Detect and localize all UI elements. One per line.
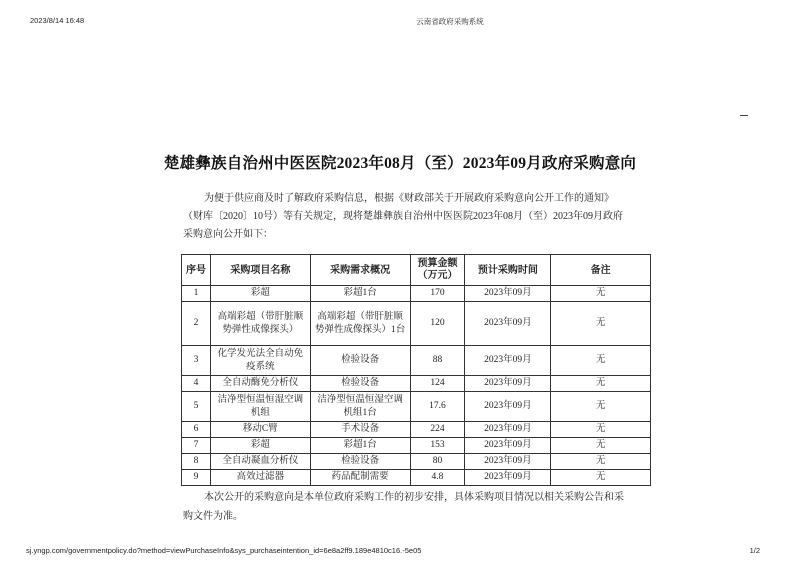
cell-name: 全自动酶免分析仪 bbox=[210, 376, 310, 392]
table-row bbox=[182, 454, 651, 470]
cell-name: 高效过滤器 bbox=[210, 470, 310, 486]
table-row bbox=[182, 422, 651, 438]
cell-desc: 高端彩超（带肝脏顺势弹性成像探头）1台 bbox=[310, 302, 410, 346]
cell-desc: 检验设备 bbox=[310, 376, 410, 392]
cell-time: 2023年09月 bbox=[465, 376, 551, 392]
cell-note: 无 bbox=[551, 392, 651, 422]
cell-time: 2023年09月 bbox=[465, 302, 551, 346]
procurement-table bbox=[181, 254, 651, 486]
header-name: 采购项目名称 bbox=[210, 255, 310, 286]
header-no: 序号 bbox=[182, 255, 211, 286]
cell-time: 2023年09月 bbox=[465, 470, 551, 486]
cell-time: 2023年09月 bbox=[465, 454, 551, 470]
print-timestamp: 2023/8/14 16:48 bbox=[30, 16, 85, 25]
cell-no: 3 bbox=[182, 346, 211, 376]
table-row bbox=[182, 376, 651, 392]
cell-name: 化学发光法全自动免疫系统 bbox=[210, 346, 310, 376]
cell-desc: 洁净型恒温恒湿空调机组1台 bbox=[310, 392, 410, 422]
scan-mark bbox=[740, 115, 748, 116]
table-row bbox=[182, 392, 651, 422]
cell-no: 2 bbox=[182, 302, 211, 346]
closing-paragraph: 本次公开的采购意向是本单位政府采购工作的初步安排，具体采购项目情况以相关采购公告和采购文件为准。 bbox=[183, 492, 624, 522]
header-budget-line1: 预算金额 bbox=[417, 258, 458, 269]
header-desc: 采购需求概况 bbox=[310, 255, 410, 286]
table-row bbox=[182, 346, 651, 376]
cell-desc: 彩超1台 bbox=[310, 438, 410, 454]
cell-budget: 80 bbox=[410, 454, 465, 470]
table-row bbox=[182, 286, 651, 302]
cell-desc: 药品配制需要 bbox=[310, 470, 410, 486]
cell-budget: 88 bbox=[410, 346, 465, 376]
cell-time: 2023年09月 bbox=[465, 438, 551, 454]
cell-budget: 153 bbox=[410, 438, 465, 454]
cell-budget: 224 bbox=[410, 422, 465, 438]
cell-name: 移动C臂 bbox=[210, 422, 310, 438]
cell-name: 全自动凝血分析仪 bbox=[210, 454, 310, 470]
cell-time: 2023年09月 bbox=[465, 392, 551, 422]
cell-desc: 彩超1台 bbox=[310, 286, 410, 302]
cell-note: 无 bbox=[551, 438, 651, 454]
cell-name: 洁净型恒温恒湿空调机组 bbox=[210, 392, 310, 422]
page-number: 1/2 bbox=[749, 546, 760, 555]
cell-no: 6 bbox=[182, 422, 211, 438]
intro-paragraph: 为便于供应商及时了解政府采购信息，根据《财政部关于开展政府采购意向公开工作的通知》（财库〔2020〕10号）等有关规定，现将楚雄彝族自治州中医医院2023年08月（至）2023年09月政府采购意向公开如下： bbox=[183, 193, 623, 240]
cell-desc: 手术设备 bbox=[310, 422, 410, 438]
table-row bbox=[182, 470, 651, 486]
cell-note: 无 bbox=[551, 470, 651, 486]
table-row bbox=[182, 302, 651, 346]
table-header-row bbox=[182, 255, 651, 286]
header-note: 备注 bbox=[551, 255, 651, 286]
cell-note: 无 bbox=[551, 376, 651, 392]
cell-no: 7 bbox=[182, 438, 211, 454]
cell-note: 无 bbox=[551, 346, 651, 376]
header-budget-line2: （万元） bbox=[417, 270, 458, 281]
header-budget bbox=[410, 255, 465, 286]
table-row bbox=[182, 438, 651, 454]
cell-note: 无 bbox=[551, 302, 651, 346]
cell-name: 高端彩超（带肝脏顺势弹性成像探头） bbox=[210, 302, 310, 346]
cell-no: 9 bbox=[182, 470, 211, 486]
cell-time: 2023年09月 bbox=[465, 422, 551, 438]
cell-name: 彩超 bbox=[210, 438, 310, 454]
cell-budget: 4.8 bbox=[410, 470, 465, 486]
cell-note: 无 bbox=[551, 286, 651, 302]
cell-no: 8 bbox=[182, 454, 211, 470]
cell-budget: 17.6 bbox=[410, 392, 465, 422]
cell-no: 1 bbox=[182, 286, 211, 302]
cell-name: 彩超 bbox=[210, 286, 310, 302]
cell-note: 无 bbox=[551, 454, 651, 470]
cell-desc: 检验设备 bbox=[310, 454, 410, 470]
cell-budget: 120 bbox=[410, 302, 465, 346]
cell-budget: 124 bbox=[410, 376, 465, 392]
page-url: sj.yngp.com/governmentpolicy.do?method=viewPurchaseInfo&sys_purchaseintention_id=6e8a2ff9.189e4810c16.-5e05 bbox=[26, 546, 422, 555]
document-title: 楚雄彝族自治州中医医院2023年08月（至）2023年09月政府采购意向 bbox=[163, 155, 637, 172]
cell-note: 无 bbox=[551, 422, 651, 438]
cell-time: 2023年09月 bbox=[465, 286, 551, 302]
cell-no: 4 bbox=[182, 376, 211, 392]
cell-budget: 170 bbox=[410, 286, 465, 302]
cell-desc: 检验设备 bbox=[310, 346, 410, 376]
header-time: 预计采购时间 bbox=[465, 255, 551, 286]
cell-no: 5 bbox=[182, 392, 211, 422]
system-name: 云南省政府采购系统 bbox=[416, 17, 484, 26]
cell-time: 2023年09月 bbox=[465, 346, 551, 376]
